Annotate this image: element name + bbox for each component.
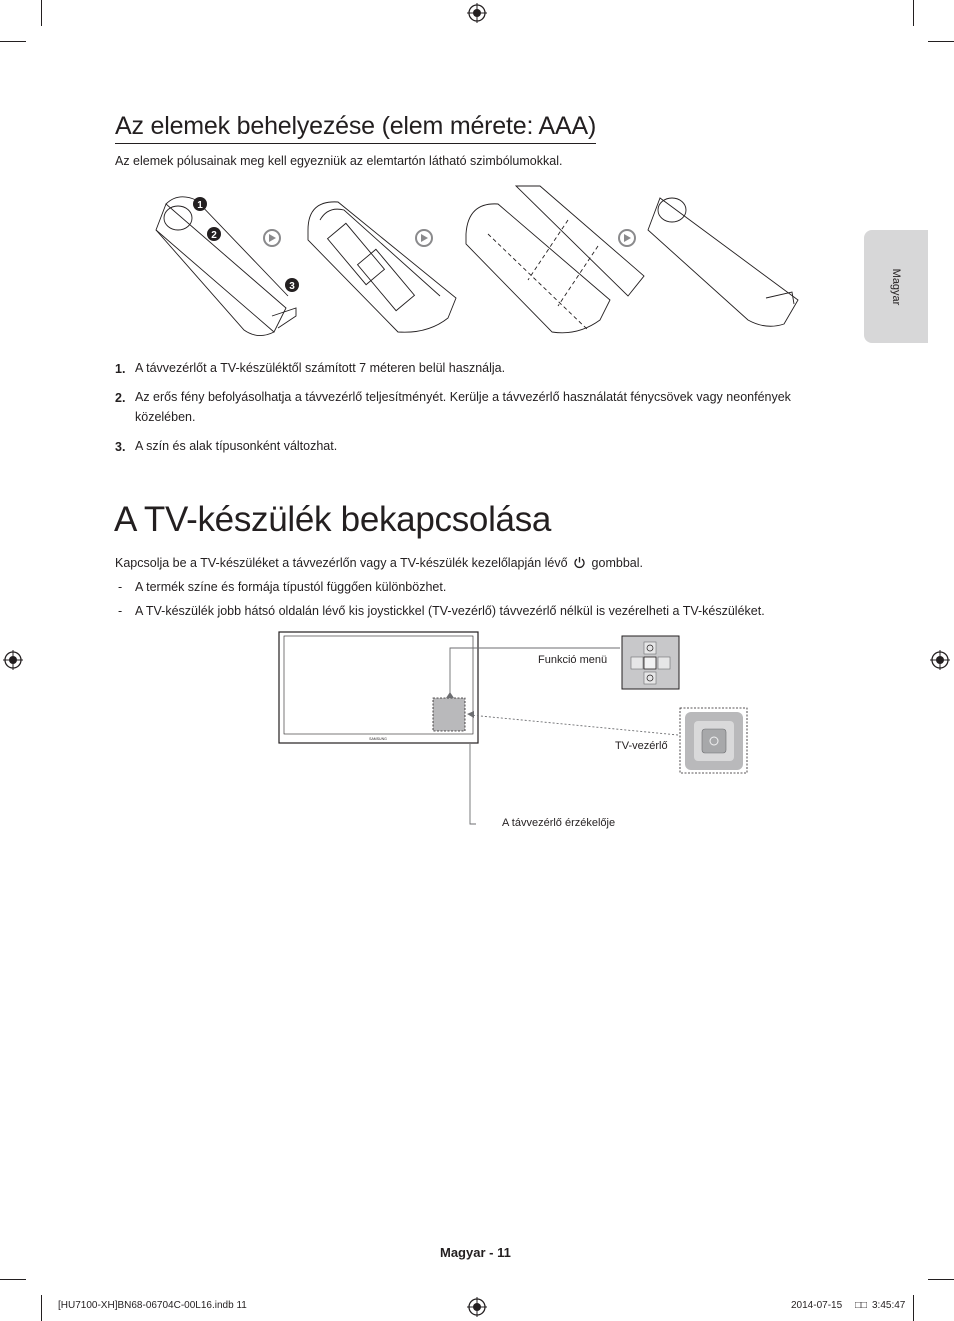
crop-mark [928, 1279, 954, 1280]
registration-mark-icon [467, 3, 487, 23]
tv-brand: SAMSUNG [369, 737, 387, 741]
page-number: Magyar - 11 [440, 1245, 511, 1260]
crop-mark [913, 0, 914, 26]
note-number: 3. [115, 440, 126, 454]
bullet-mark: - [118, 580, 123, 594]
step-label: 1 [197, 200, 203, 211]
power-icon [573, 556, 586, 569]
language-tab [864, 230, 928, 343]
step-label: 2 [211, 230, 217, 241]
function-menu-label: Funkció menü [538, 654, 608, 666]
footer-file: [HU7100-XH]BN68-06704C-00L16.indb 11 [58, 1300, 247, 1311]
footer-time: 3:45:47 [872, 1300, 906, 1311]
crop-mark [0, 41, 26, 42]
power-on-title: A TV-készülék bekapcsolása [114, 500, 552, 539]
battery-intro: Az elemek pólusainak meg kell egyezniük az elemtartón látható szimbólumokkal. [115, 154, 563, 168]
crop-mark [913, 1295, 914, 1321]
note-text: Az erős fény befolyásolhatja a távvezérlő teljesítményét. Kerülje a távvezérlő használatát fénycsövek vagy neonfények közelében. [135, 390, 791, 424]
footer-time-marks: □□ [855, 1300, 868, 1311]
tv-controller-label: TV-vezérlő [615, 740, 668, 752]
registration-mark-icon [3, 650, 23, 670]
note-number: 2. [115, 391, 126, 405]
crop-mark [0, 1279, 26, 1280]
power-on-intro [115, 553, 643, 573]
registration-mark-icon [930, 650, 950, 670]
step-label: 3 [289, 281, 295, 292]
sensor-area [433, 698, 465, 731]
tv-diagram [278, 630, 753, 840]
note-text: A távvezérlőt a TV-készüléktől számított 7 méteren belül használja. [135, 361, 506, 375]
bullet-text: A TV-készülék jobb hátsó oldalán lévő kis joystickkel (TV-vezérlő) távvezérlő nélkül is vezérelheti a TV-készüléket. [135, 604, 765, 618]
battery-section-title: Az elemek behelyezése (elem mérete: AAA) [115, 112, 596, 144]
crop-mark [928, 41, 954, 42]
power-on-intro-end: gombbal. [591, 556, 643, 570]
battery-insertion-illustration [148, 180, 803, 340]
remote-sensor-label: A távvezérlő érzékelője [502, 817, 616, 829]
crop-mark [41, 0, 42, 26]
note-text: A szín és alak típusonként változhat. [135, 439, 338, 453]
registration-mark-icon [467, 1297, 487, 1317]
bullet-mark: - [118, 604, 123, 618]
bullet-text: A termék színe és formája típustól függően különbözhet. [135, 580, 447, 594]
power-on-intro-text: Kapcsolja be a TV-készüléket a távvezérlőn vagy a TV-készülék kezelőlapján lévő [115, 556, 568, 570]
language-tab-label: Magyar [890, 268, 902, 305]
footer-date: 2014-07-15 [791, 1300, 843, 1311]
note-number: 1. [115, 362, 126, 376]
crop-mark [41, 1295, 42, 1321]
